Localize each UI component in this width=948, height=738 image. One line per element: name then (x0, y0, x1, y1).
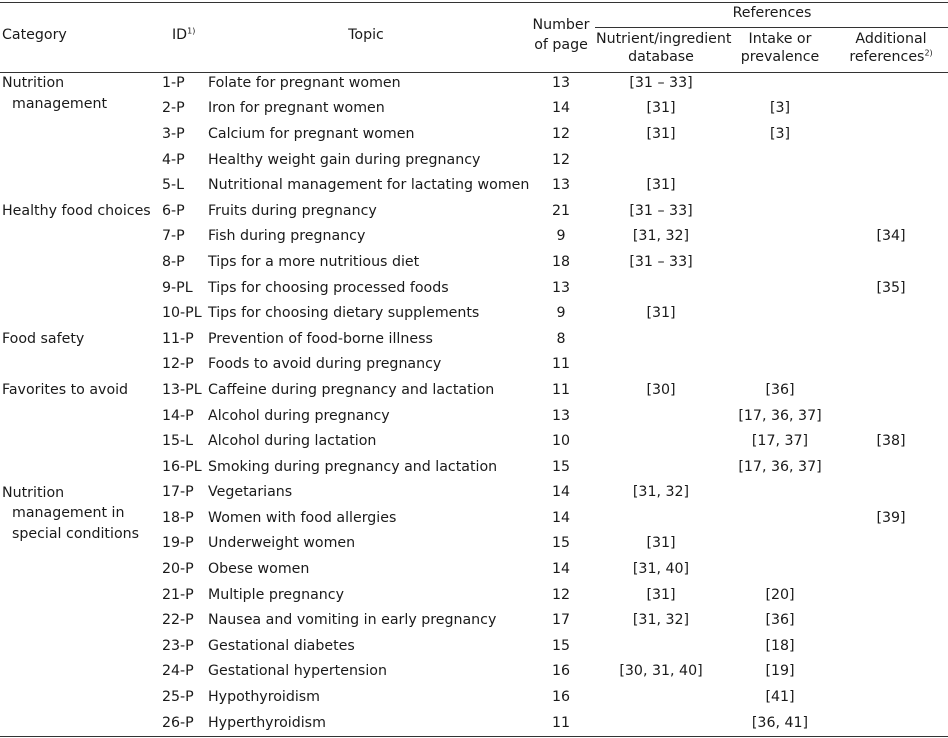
table-row (0, 480, 948, 506)
intake-ref-cell: [17, 36, 37] (738, 458, 822, 475)
pages-cell: 16 (551, 663, 571, 680)
pages-cell: 17 (551, 612, 571, 629)
id-cell: 20-P (162, 561, 194, 578)
category-cell (0, 198, 162, 326)
id-cell: 10-PL (162, 305, 202, 322)
additional-ref-cell (834, 249, 948, 275)
intake-ref-cell: [36, 41] (751, 714, 809, 731)
intake-ref-cell (726, 300, 834, 326)
pages-cell: 8 (556, 330, 566, 347)
category-label: management in (12, 505, 125, 521)
pages-cell: 13 (551, 407, 571, 424)
id-cell: 24-P (162, 663, 194, 680)
intake-ref-cell: [17, 37] (751, 433, 809, 450)
pages-cell: 12 (551, 125, 571, 142)
additional-ref-cell (834, 531, 948, 557)
nutrient-ref-cell: [31] (646, 177, 676, 194)
nutrient-ref-cell (596, 428, 726, 454)
additional-ref-cell (834, 684, 948, 710)
topic-cell: Prevention of food-borne illness (208, 330, 433, 347)
additional-ref-cell: [34] (876, 228, 906, 245)
category-cell (0, 480, 162, 736)
topic-cell: Obese women (208, 561, 310, 578)
additional-ref-cell (834, 121, 948, 147)
header-category: Category (2, 27, 67, 43)
topic-cell: Underweight women (208, 535, 356, 552)
topic-cell: Fruits during pregnancy (208, 202, 377, 219)
pages-cell: 12 (551, 586, 571, 603)
table-row (0, 377, 948, 403)
id-cell: 5-L (162, 177, 185, 194)
nutrient-ref-cell (596, 633, 726, 659)
topic-cell: Women with food allergies (208, 509, 397, 526)
nutrient-ref-cell (596, 275, 726, 301)
additional-ref-cell: [35] (876, 279, 906, 296)
pages-cell: 14 (551, 561, 571, 578)
additional-ref-cell: [39] (876, 509, 906, 526)
header-references: References (732, 5, 812, 21)
category-cell (0, 326, 162, 377)
id-cell: 16-PL (162, 458, 202, 475)
additional-ref-cell (834, 659, 948, 685)
intake-ref-cell (726, 275, 834, 301)
pages-cell: 13 (551, 279, 571, 296)
intake-ref-cell (726, 198, 834, 224)
topic-cell: Tips for choosing dietary supplements (208, 305, 480, 322)
id-cell: 6-P (162, 202, 185, 219)
category-label: Nutrition (2, 75, 65, 91)
intake-ref-cell: [18] (765, 637, 795, 654)
nutrient-ref-cell: [30, 31, 40] (619, 663, 703, 680)
pages-cell: 18 (551, 253, 571, 270)
additional-ref-cell (834, 454, 948, 480)
nutrient-ref-cell: [31, 32] (632, 612, 690, 629)
pages-cell: 10 (551, 433, 571, 450)
id-cell: 17-P (162, 484, 194, 501)
nutrient-ref-cell: [31] (646, 100, 676, 117)
id-cell: 19-P (162, 535, 194, 552)
category-label: Healthy food choices (2, 202, 151, 219)
intake-ref-cell (726, 326, 834, 352)
additional-ref-cell (834, 633, 948, 659)
id-cell: 4-P (162, 151, 185, 168)
nutrient-ref-cell (596, 454, 726, 480)
intake-ref-cell: [17, 36, 37] (738, 407, 822, 424)
id-cell: 3-P (162, 125, 185, 142)
id-cell: 8-P (162, 253, 185, 270)
header-intake-prevalence: Intake or prevalence (740, 31, 820, 65)
topic-cell: Fish during pregnancy (208, 228, 366, 245)
topic-cell: Alcohol during pregnancy (208, 407, 390, 424)
nutrient-ref-cell: [31] (646, 125, 676, 142)
pages-cell: 14 (551, 100, 571, 117)
category-label: special conditions (12, 525, 140, 542)
topic-cell: Multiple pregnancy (208, 586, 345, 603)
intake-ref-cell: [3] (769, 100, 791, 117)
additional-ref-cell (834, 582, 948, 608)
topic-cell: Tips for choosing processed foods (208, 279, 449, 296)
id-cell: 11-P (162, 330, 194, 347)
pages-cell: 14 (551, 484, 571, 501)
intake-ref-cell: [20] (765, 586, 795, 603)
topic-cell: Healthy weight gain during pregnancy (208, 151, 481, 168)
nutrient-ref-cell: [30] (646, 381, 676, 398)
nutrient-ref-cell (596, 352, 726, 378)
table-body (0, 70, 948, 735)
additional-ref-cell (834, 300, 948, 326)
nutrient-ref-cell: [31, 32] (632, 484, 690, 501)
pages-cell: 15 (551, 637, 571, 654)
id-cell: 9-PL (162, 279, 193, 296)
additional-ref-cell (834, 172, 948, 198)
nutrient-ref-cell (596, 147, 726, 173)
pages-cell: 14 (551, 509, 571, 526)
pages-cell: 16 (551, 689, 571, 706)
intake-ref-cell (726, 249, 834, 275)
topic-cell: Caffeine during pregnancy and lactation (208, 381, 495, 398)
pages-cell: 12 (551, 151, 571, 168)
header-nutrient-database: Nutrient/ingredient database (596, 31, 732, 65)
intake-ref-cell (726, 556, 834, 582)
nutrient-ref-cell: [31, 32] (632, 228, 690, 245)
nutrient-ref-cell: [31, 40] (632, 561, 690, 578)
additional-ref-cell (834, 70, 948, 96)
additional-ref-cell: [38] (876, 433, 906, 450)
nutrient-ref-cell: [31 – 33] (629, 202, 693, 219)
pages-cell: 13 (551, 177, 571, 194)
nutrient-ref-cell (596, 326, 726, 352)
nutrient-ref-cell: [31 – 33] (629, 253, 693, 270)
intake-ref-cell: [19] (765, 663, 795, 680)
header-topic: Topic (348, 27, 384, 43)
topic-cell: Nausea and vomiting in early pregnancy (208, 612, 497, 629)
additional-ref-cell (834, 403, 948, 429)
id-cell: 2-P (162, 100, 185, 117)
table-row (0, 326, 948, 352)
topic-cell: Gestational diabetes (208, 637, 355, 654)
topic-cell: Vegetarians (208, 484, 293, 501)
nutrient-ref-cell (596, 684, 726, 710)
topic-cell: Smoking during pregnancy and lactation (208, 458, 498, 475)
topic-cell: Foods to avoid during pregnancy (208, 356, 442, 373)
nutrient-ref-cell: [31] (646, 305, 676, 322)
id-cell: 1-P (162, 74, 185, 91)
topic-cell: Calcium for pregnant women (208, 125, 415, 142)
additional-ref-cell (834, 480, 948, 506)
intake-ref-cell (726, 531, 834, 557)
topic-cell: Hypothyroidism (208, 689, 321, 706)
header-additional-references: Additional references$^{2)}$ (849, 31, 933, 65)
intake-ref-cell (726, 505, 834, 531)
nutrient-ref-cell (596, 505, 726, 531)
nutrient-ref-cell: [31 – 33] (629, 74, 693, 91)
topic-cell: Iron for pregnant women (208, 100, 385, 117)
additional-ref-cell (834, 710, 948, 736)
additional-ref-cell (834, 147, 948, 173)
header-id: ID$^{1)}$ (172, 26, 196, 43)
id-cell: 23-P (162, 637, 194, 654)
additional-ref-cell (834, 326, 948, 352)
nutrient-ref-cell (596, 403, 726, 429)
id-cell: 21-P (162, 586, 194, 603)
id-cell: 15-L (162, 433, 194, 450)
topic-cell: Tips for a more nutritious diet (208, 253, 420, 270)
additional-ref-cell (834, 198, 948, 224)
pages-cell: 11 (551, 714, 571, 731)
id-cell: 13-PL (162, 381, 202, 398)
bottom-rule (0, 736, 948, 737)
id-cell: 12-P (162, 356, 194, 373)
id-cell: 7-P (162, 228, 185, 245)
id-cell: 26-P (162, 714, 194, 731)
additional-ref-cell (834, 607, 948, 633)
topic-cell: Hyperthyroidism (208, 714, 326, 731)
category-label: Nutrition (2, 484, 65, 501)
intake-ref-cell: [41] (765, 689, 795, 706)
topic-cell: Nutritional management for lactating women (208, 177, 530, 194)
intake-ref-cell: [36] (765, 381, 795, 398)
additional-ref-cell (834, 96, 948, 122)
category-label: management (12, 95, 108, 112)
id-cell: 25-P (162, 689, 194, 706)
id-cell: 22-P (162, 612, 194, 629)
intake-ref-cell (726, 147, 834, 173)
category-label: Favorites to avoid (2, 382, 129, 399)
intake-ref-cell (726, 352, 834, 378)
pages-cell: 9 (556, 228, 566, 245)
id-cell: 14-P (162, 407, 194, 424)
category-cell (0, 377, 162, 479)
intake-ref-cell: [3] (769, 125, 791, 142)
intake-ref-cell (726, 70, 834, 96)
pages-cell: 9 (556, 305, 566, 322)
nutrient-ref-cell: [31] (646, 535, 676, 552)
nutrient-ref-cell: [31] (646, 586, 676, 603)
intake-ref-cell (726, 172, 834, 198)
pages-cell: 13 (551, 74, 571, 91)
pages-cell: 11 (551, 381, 571, 398)
topic-cell: Gestational hypertension (208, 663, 387, 680)
pages-cell: 11 (551, 356, 571, 373)
pages-cell: 21 (551, 202, 571, 219)
table-row (0, 70, 948, 96)
table-row (0, 198, 948, 224)
additional-ref-cell (834, 377, 948, 403)
topic-cell: Alcohol during lactation (208, 433, 377, 450)
additional-ref-cell (834, 352, 948, 378)
category-cell (0, 70, 162, 198)
intake-ref-cell (726, 480, 834, 506)
pages-cell: 15 (551, 535, 571, 552)
pages-cell: 15 (551, 458, 571, 475)
nutrient-ref-cell (596, 710, 726, 736)
intake-ref-cell (726, 224, 834, 250)
topic-cell: Folate for pregnant women (208, 74, 401, 91)
category-label: Food safety (2, 330, 85, 347)
id-cell: 18-P (162, 509, 194, 526)
intake-ref-cell: [36] (765, 612, 795, 629)
additional-ref-cell (834, 556, 948, 582)
header-number-of-page: Number of page (532, 17, 590, 53)
